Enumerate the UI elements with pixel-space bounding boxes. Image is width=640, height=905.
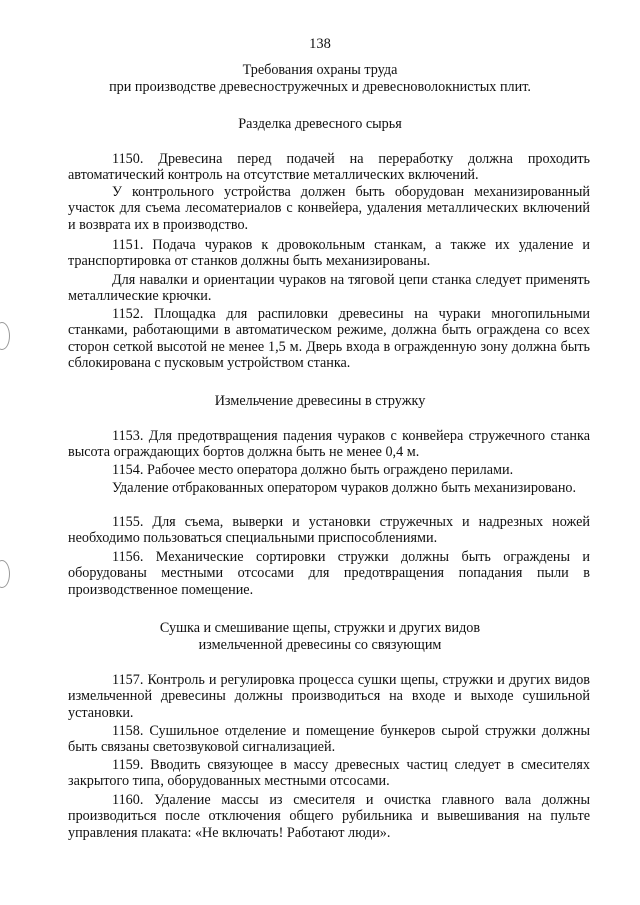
paragraph: 1155. Для съема, выверки и установки стружечных и надрезных ножей необходимо пользоваться специальными приспособлениями. <box>68 514 590 547</box>
paragraph: 1151. Подача чураков к дровокольным станкам, а также их удаление и транспортировка от станков должны быть механизированы. <box>68 237 590 270</box>
paragraph: 1160. Удаление массы из смесителя и очистка главного вала должны производиться после отключения общего рубильника и вывешивания на пульте управления плаката: «Не включать! Работают люди». <box>68 792 590 841</box>
paragraph: 1158. Сушильное отделение и помещение бункеров сырой стружки должны быть связаны светозвуковой сигнализацией. <box>68 723 590 756</box>
section-heading: Разделка древесного сырья <box>238 116 402 132</box>
section-heading: измельченной древесины со связующим <box>198 637 442 653</box>
page-number: 138 <box>309 36 331 52</box>
paragraph: У контрольного устройства должен быть оборудован механизированный участок для съема лесоматериалов с конвейера, удаления металлических включений и возврата их в производство. <box>68 184 590 233</box>
document-title-line-1: Требования охраны труда <box>242 62 398 78</box>
punch-hole-mark <box>0 322 10 350</box>
paragraph: Для навалки и ориентации чураков на тяговой цепи станка следует применять металлические крючки. <box>68 272 590 305</box>
paragraph: 1153. Для предотвращения падения чураков с конвейера стружечного станка высота ограждающих бортов должна быть не менее 0,4 м. <box>68 428 590 461</box>
paragraph: 1157. Контроль и регулировка процесса сушки щепы, стружки и других видов измельченной древесины должны производиться на входе и выходе сушильной установки. <box>68 672 590 721</box>
section-heading: Сушка и смешивание щепы, стружки и других видов <box>159 620 481 636</box>
paragraph: Удаление отбракованных оператором чураков должно быть механизировано. <box>112 480 577 496</box>
paragraph: 1156. Механические сортировки стружки должны быть ограждены и оборудованы местными отсосами для предотвращения попадания пыли в производственное помещение. <box>68 549 590 598</box>
paragraph: 1150. Древесина перед подачей на переработку должна проходить автоматический контроль на отсутствие металлических включений. <box>68 151 590 184</box>
paragraph: 1152. Площадка для распиловки древесины на чураки многопильными станками, работающими в автоматическом режиме, должна быть ограждена со всех сторон сеткой высотой не менее 1,5 м. Дверь входа в огражденную зону должна быть сблокирована с пусковым устройством станка. <box>68 306 590 372</box>
paragraph: 1159. Вводить связующее в массу древесных частиц следует в смесителях закрытого типа, оборудованных местными отсосами. <box>68 757 590 790</box>
section-heading: Измельчение древесины в стружку <box>214 393 426 409</box>
punch-hole-mark <box>0 560 10 588</box>
document-title-line-2: при производстве древесностружечных и древесноволокнистых плит. <box>109 79 531 95</box>
paragraph: 1154. Рабочее место оператора должно быть ограждено перилами. <box>112 462 514 478</box>
